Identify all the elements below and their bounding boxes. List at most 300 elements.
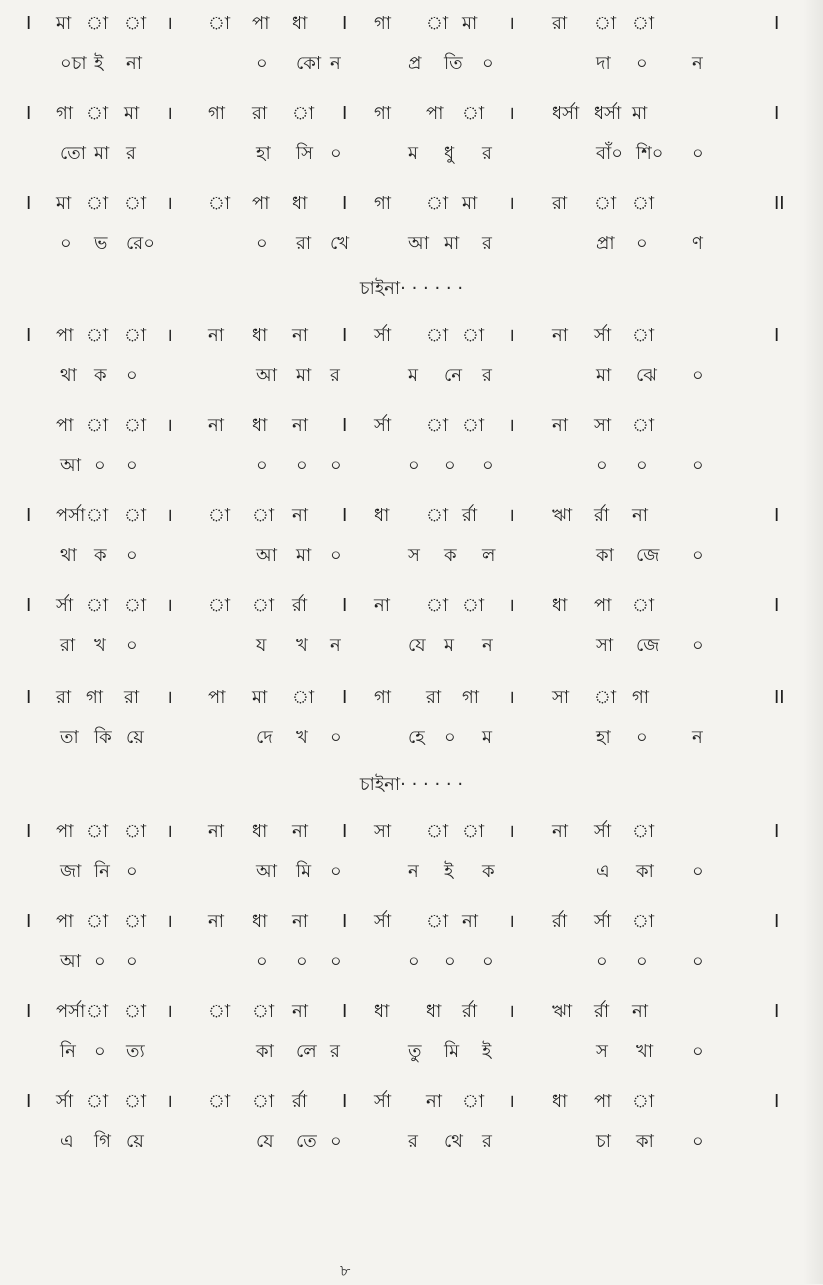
swara-note: সা [594,415,612,436]
swara-note: া [86,595,109,616]
lyric-row [16,1032,806,1072]
lyric-syllable: মি [296,861,312,882]
lyric-syllable: র [482,233,492,254]
lyric-syllable: খ [296,727,308,748]
swara-note: পর্সা [56,505,86,526]
lyric-syllable: কা [636,1131,654,1152]
swara-note: পা [208,687,226,708]
lyric-syllable: জা [60,861,82,882]
swara-note: র্সা [594,911,612,932]
swara-note: না [552,415,568,436]
lyric-syllable: দা [596,53,611,74]
swara-note: গা [374,103,392,124]
lyric-syllable: খে [330,233,350,254]
swara-note: ধা [252,325,268,346]
swara-note: ধা [374,1001,390,1022]
swara-note: I [26,821,32,842]
swara-note: । [508,687,515,708]
lyric-syllable: ০ [256,53,268,74]
swara-row [16,992,806,1032]
swara-note: া [292,103,315,124]
lyric-syllable: তে [296,1131,317,1152]
swara-note: গা [374,13,392,34]
swara-row [16,4,806,44]
swara-note: রা [124,687,140,708]
swara-note: া [462,325,485,346]
swara-note: I [26,1091,32,1112]
page-edge-shadow [803,0,823,1284]
swara-note: পা [426,103,444,124]
lyric-syllable: র [330,1041,340,1062]
lyric-syllable: জে [636,635,660,656]
lyric-syllable: হা [256,143,271,164]
lyric-syllable: খ [94,635,106,656]
swara-note: া [86,911,109,932]
lyric-syllable: ত্য [126,1041,145,1062]
lyric-syllable: ০ [636,455,648,476]
swara-note: পা [56,911,74,932]
lyric-syllable: ০ [126,455,138,476]
lyric-syllable: কো [296,53,322,74]
swara-note: র্সা [56,595,74,616]
lyric-syllable: রা [296,233,312,254]
lyric-syllable: আ [256,545,277,566]
lyric-syllable: ০ [636,233,648,254]
swara-row [16,496,806,536]
swara-note: া [632,193,655,214]
swara-note: পা [594,595,612,616]
lyric-syllable: ০ [482,455,494,476]
swara-note: II [774,193,785,214]
swara-note: I [342,595,348,616]
lyric-syllable: ন [482,635,493,656]
swara-note: া [86,193,109,214]
lyric-syllable: ০ [296,951,308,972]
lyric-syllable: দে [256,727,273,748]
swara-note: র্রা [594,1001,610,1022]
lyric-syllable: সি [296,143,314,164]
lyric-row [16,356,806,396]
swara-note: া [462,103,485,124]
lyric-syllable: ০ [296,455,308,476]
lyric-syllable: ০ [636,951,648,972]
swara-row [16,94,806,134]
lyric-syllable: য়ে [126,1131,144,1152]
swara-note: া [632,821,655,842]
swara-note: I [774,1001,780,1022]
swara-note: া [86,415,109,436]
swara-row [16,902,806,942]
swara-note: । [508,415,515,436]
swara-note: I [26,193,32,214]
notation-section [16,184,806,264]
lyric-syllable: ০ [596,455,608,476]
swara-note: া [252,1091,275,1112]
swara-note: I [342,687,348,708]
lyric-syllable: ০ [408,455,420,476]
swara-note: র্সা [594,325,612,346]
lyric-syllable: ০ [692,1131,704,1152]
lyric-syllable: ০ [330,951,342,972]
swara-note: I [342,505,348,526]
lyric-syllable: কা [596,545,614,566]
swara-row [16,184,806,224]
swara-note: া [208,1091,231,1112]
lyric-syllable: ০ [126,365,138,386]
swara-note: া [124,1001,147,1022]
lyric-syllable: গি [94,1131,111,1152]
swara-note: া [252,1001,275,1022]
lyric-syllable: আ [60,455,81,476]
swara-note: । [508,325,515,346]
lyric-syllable: ন [330,635,341,656]
swara-note: । [508,1091,515,1112]
lyric-syllable: জে [636,545,660,566]
lyric-syllable: ০ [692,545,704,566]
swara-note: র্রা [552,911,568,932]
lyric-row [16,942,806,982]
swara-note: র্সা [374,1091,392,1112]
lyric-syllable: ক [94,365,107,386]
lyric-syllable: ই [94,53,104,74]
lyric-row [16,718,806,758]
swara-note: া [252,595,275,616]
lyric-syllable: কি [94,727,112,748]
swara-note: । [166,1091,173,1112]
notation-section [16,496,806,576]
swara-note: া [462,821,485,842]
swara-note: া [426,13,449,34]
swara-note: র্সা [374,325,392,346]
lyric-syllable: ক [482,861,495,882]
swara-note: পা [252,193,270,214]
swara-row [16,1082,806,1122]
swara-note: ধা [426,1001,442,1022]
swara-note: না [292,821,308,842]
swara-note: া [632,911,655,932]
lyric-syllable: রা [60,635,76,656]
swara-note: া [462,1091,485,1112]
swara-note: া [124,595,147,616]
swara-note: না [632,1001,648,1022]
lyric-syllable: তো [60,143,87,164]
swara-note: । [508,505,515,526]
swara-note: I [26,13,32,34]
swara-note: মা [56,193,72,214]
lyric-syllable: ০ [692,951,704,972]
swara-note: । [508,103,515,124]
lyric-syllable: থে [444,1131,463,1152]
lyric-syllable: খ [296,635,308,656]
swara-note: । [508,13,515,34]
lyric-syllable: ০ [636,727,648,748]
lyric-syllable: হে [408,727,425,748]
swara-note: া [86,1091,109,1112]
swara-note: া [208,505,231,526]
swara-note: রা [252,103,268,124]
swara-note: পর্সা [56,1001,86,1022]
lyric-syllable: রে০ [126,233,155,254]
swara-note: মা [462,193,478,214]
swara-note: া [124,325,147,346]
lyric-syllable: স [408,545,420,566]
lyric-row [16,446,806,486]
swara-note: া [208,595,231,616]
swara-note: ধর্সা [594,103,622,124]
lyric-syllable: ন [330,53,341,74]
lyric-syllable: হা [596,727,611,748]
swara-note: া [462,415,485,436]
lyric-syllable: য়ে [126,727,144,748]
swara-note: া [426,505,449,526]
swara-note: মা [632,103,648,124]
swara-note: I [342,325,348,346]
swara-note: না [292,911,308,932]
swara-note: সা [552,687,570,708]
swara-note: না [552,325,568,346]
swara-note: রা [552,193,568,214]
swara-note: না [462,911,478,932]
swara-note: । [508,1001,515,1022]
lyric-syllable: আ [256,365,277,386]
refrain-title: চাইনা· · · · · · [359,774,464,795]
swara-note: গা [632,687,650,708]
swara-note: না [292,325,308,346]
swara-note: া [86,13,109,34]
lyric-syllable: ০ [126,635,138,656]
swara-note: I [342,415,348,436]
lyric-syllable: ম [408,365,418,386]
swara-note: া [462,595,485,616]
lyric-syllable: খা [636,1041,654,1062]
lyric-syllable: ধু [444,143,455,164]
lyric-syllable: ০ [692,455,704,476]
lyric-syllable: থা [60,545,77,566]
swara-row [16,406,806,446]
swara-note: । [166,103,173,124]
swara-note: া [86,103,109,124]
swara-note: । [508,193,515,214]
lyric-syllable: মা [296,365,312,386]
swara-note: I [774,821,780,842]
swara-note: া [594,13,617,34]
lyric-syllable: শি০ [636,143,664,164]
lyric-syllable: ০ [692,365,704,386]
swara-note: না [552,821,568,842]
lyric-syllable: ০ [692,635,704,656]
lyric-syllable: ০ [126,545,138,566]
lyric-syllable: ০ [126,951,138,972]
swara-row [16,678,806,718]
swara-note: মা [56,13,72,34]
notation-section [16,1082,806,1162]
swara-note: । [166,1001,173,1022]
swara-note: া [86,325,109,346]
swara-note: । [166,505,173,526]
lyric-syllable: ০ [482,951,494,972]
lyric-row [16,44,806,84]
lyric-syllable: তু [408,1041,422,1062]
lyric-syllable: কা [256,1041,274,1062]
lyric-syllable: ০ [636,53,648,74]
lyric-syllable: র [482,143,492,164]
lyric-syllable: ০ [692,1041,704,1062]
lyric-syllable: থা [60,365,77,386]
lyric-syllable: ম [482,727,492,748]
lyric-syllable: র [482,365,492,386]
swara-note: র্রা [462,1001,478,1022]
lyric-syllable: ন [408,861,419,882]
swara-note: I [26,1001,32,1022]
lyric-syllable: ০ [94,455,106,476]
swara-note: I [26,103,32,124]
lyric-syllable: আ [256,861,277,882]
swara-note: া [124,13,147,34]
lyric-syllable: ০ [596,951,608,972]
swara-note: না [292,505,308,526]
notation-section [16,94,806,174]
swara-note: া [124,911,147,932]
swara-note: া [208,1001,231,1022]
swara-note: ধা [292,13,308,34]
swara-note: ধা [252,911,268,932]
lyric-syllable: ন [692,53,703,74]
lyric-syllable: র [408,1131,418,1152]
swara-note: পা [252,13,270,34]
swara-note: ঋা [552,1001,573,1022]
swara-note: া [124,1091,147,1112]
lyric-syllable: ম [408,143,418,164]
swara-note: া [594,193,617,214]
lyric-row [16,134,806,174]
swara-note: I [774,1091,780,1112]
swara-note: র্সা [374,911,392,932]
notation-section [16,902,806,982]
lyric-row [16,536,806,576]
swara-note: গা [208,103,226,124]
lyric-syllable: প্রা [596,233,615,254]
lyric-syllable: র [482,1131,492,1152]
lyric-syllable: ০ [94,1041,106,1062]
swara-note: র্রা [292,1091,308,1112]
swara-note: া [632,13,655,34]
notation-section [16,4,806,84]
lyric-syllable: ০ [692,861,704,882]
lyric-syllable: য [256,635,267,656]
swara-note: া [208,193,231,214]
lyric-syllable: বাঁ০ [596,143,623,164]
swara-note: া [86,1001,109,1022]
lyric-syllable: প্র [408,53,422,74]
lyric-syllable: ক [444,545,457,566]
lyric-syllable: ০ [94,951,106,972]
lyric-syllable: ০ [330,861,342,882]
lyric-syllable: ০চা [60,53,87,74]
lyric-syllable: ০ [692,143,704,164]
swara-note: I [774,505,780,526]
lyric-syllable: ০ [330,727,342,748]
swara-note: না [426,1091,442,1112]
swara-note: ধা [252,821,268,842]
swara-note: রা [426,687,442,708]
swara-note: I [342,911,348,932]
swara-note: পা [56,415,74,436]
swara-note: র্রা [594,505,610,526]
lyric-syllable: মা [296,545,312,566]
swara-note: I [26,911,32,932]
swara-note: র্রা [292,595,308,616]
lyric-syllable: তি [444,53,463,74]
lyric-syllable: ০ [444,951,456,972]
lyric-syllable: নি [94,861,110,882]
swara-note: গা [374,193,392,214]
lyric-syllable: ০ [126,861,138,882]
swara-note: I [774,595,780,616]
notation-section [16,678,806,758]
swara-note: গা [462,687,480,708]
swara-note: া [594,687,617,708]
swara-note: পা [56,821,74,842]
swara-note: র্সা [374,415,392,436]
swara-note: । [166,911,173,932]
swara-note: না [208,325,224,346]
swara-note: া [124,821,147,842]
swara-note: রা [552,13,568,34]
swara-note: া [426,325,449,346]
lyric-syllable: নি [60,1041,76,1062]
swara-note: । [166,821,173,842]
swara-note: া [426,193,449,214]
swara-note: া [426,911,449,932]
swara-note: গা [86,687,104,708]
swara-note: । [166,415,173,436]
lyric-syllable: চা [596,1131,611,1152]
lyric-syllable: ঝে [636,365,657,386]
swara-note: া [632,325,655,346]
swara-note: II [774,687,785,708]
lyric-syllable: র [126,143,136,164]
swara-note: I [774,911,780,932]
swara-note: । [508,911,515,932]
lyric-syllable: না [126,53,142,74]
swara-note: া [292,687,315,708]
lyric-syllable: ক [94,545,107,566]
swara-note: া [426,821,449,842]
lyric-syllable: ০ [444,727,456,748]
swara-note: না [632,505,648,526]
swara-note: I [26,325,32,346]
lyric-row [16,224,806,264]
swara-note: র্রা [462,505,478,526]
lyric-syllable: ভ [94,233,108,254]
swara-note: I [342,193,348,214]
lyric-syllable: ণ [692,233,703,254]
swara-note: া [426,595,449,616]
lyric-row [16,1122,806,1162]
lyric-syllable: ০ [256,951,268,972]
swara-note: ধা [252,415,268,436]
swara-note: না [208,415,224,436]
swara-note: । [166,13,173,34]
swara-note: I [342,1001,348,1022]
swara-note: ধর্সা [552,103,580,124]
lyric-syllable: আ [60,951,81,972]
swara-note: া [86,821,109,842]
swara-note: া [632,415,655,436]
swara-note: ধা [552,1091,568,1112]
swara-note: া [124,193,147,214]
swara-note: । [166,595,173,616]
